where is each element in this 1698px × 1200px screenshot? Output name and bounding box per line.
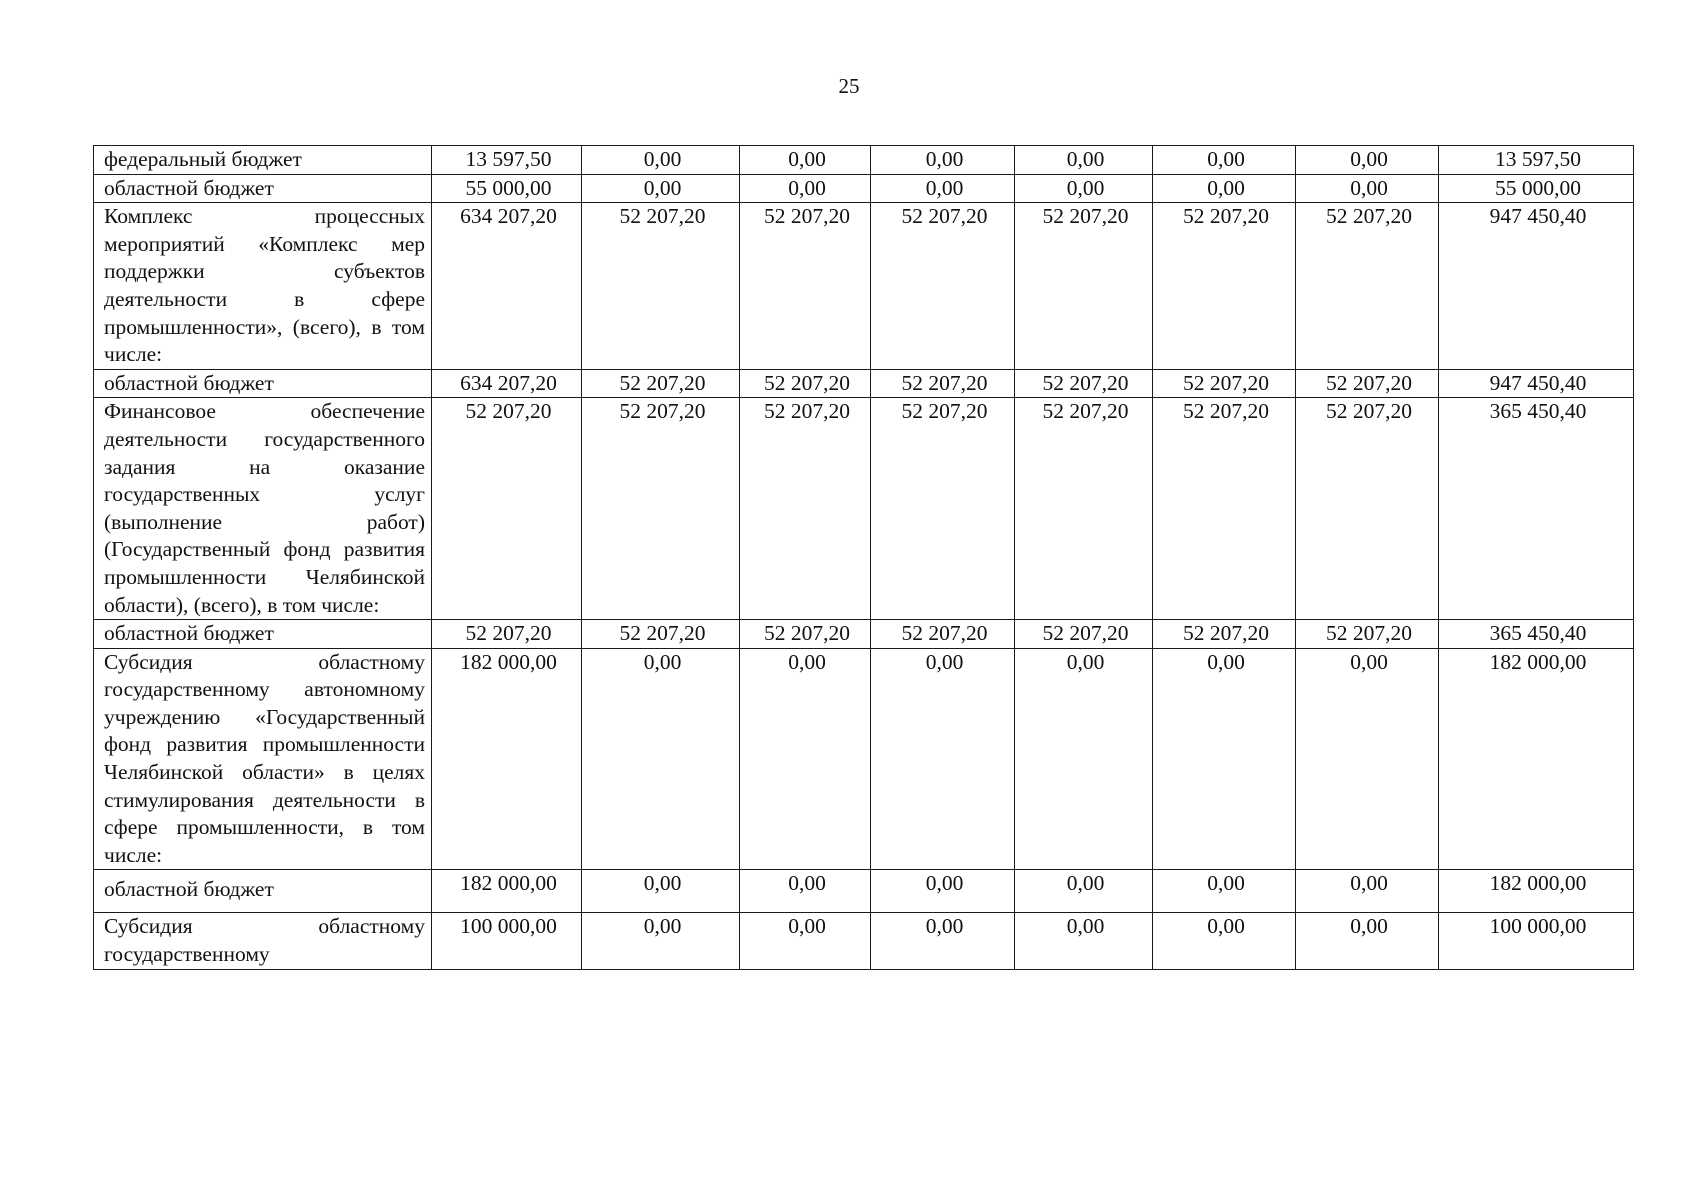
cell-value: 0,00 (1015, 648, 1153, 870)
cell-total: 55 000,00 (1439, 174, 1634, 203)
table-body (94, 146, 1634, 970)
cell-value: 52 207,20 (871, 398, 1015, 620)
cell-value: 0,00 (582, 913, 740, 969)
cell-total: 365 450,40 (1439, 398, 1634, 620)
cell-value: 52 207,20 (432, 398, 582, 620)
cell-value: 0,00 (1296, 174, 1439, 203)
cell-value: 52 207,20 (871, 203, 1015, 370)
cell-value: 13 597,50 (432, 146, 582, 175)
table-row (94, 648, 1634, 870)
cell-value: 52 207,20 (1296, 620, 1439, 649)
cell-value: 52 207,20 (582, 398, 740, 620)
cell-total: 947 450,40 (1439, 203, 1634, 370)
cell-value: 0,00 (1296, 648, 1439, 870)
cell-total: 182 000,00 (1439, 870, 1634, 913)
table-row (94, 870, 1634, 913)
cell-value: 634 207,20 (432, 369, 582, 398)
cell-value: 0,00 (1296, 870, 1439, 913)
cell-value: 100 000,00 (432, 913, 582, 969)
cell-value: 0,00 (1015, 146, 1153, 175)
cell-total: 947 450,40 (1439, 369, 1634, 398)
cell-value: 0,00 (871, 174, 1015, 203)
row-name: Финансовое обеспечение деятельности государственного задания на оказание государственных услуг (выполнение работ) (Государственный фонд развития промышленности Челябинской области), (всего), в том числе: (94, 398, 432, 620)
cell-value: 0,00 (740, 913, 871, 969)
cell-value: 0,00 (582, 146, 740, 175)
row-name: федеральный бюджет (94, 146, 432, 175)
cell-value: 0,00 (871, 648, 1015, 870)
cell-value: 0,00 (1015, 913, 1153, 969)
cell-value: 182 000,00 (432, 648, 582, 870)
cell-value: 0,00 (1153, 648, 1296, 870)
cell-total: 13 597,50 (1439, 146, 1634, 175)
row-name: областной бюджет (94, 174, 432, 203)
table-row (94, 369, 1634, 398)
cell-value: 0,00 (1296, 146, 1439, 175)
cell-value: 55 000,00 (432, 174, 582, 203)
cell-value: 0,00 (582, 648, 740, 870)
cell-value: 52 207,20 (1296, 398, 1439, 620)
row-name: областной бюджет (94, 369, 432, 398)
cell-total: 182 000,00 (1439, 648, 1634, 870)
cell-value: 52 207,20 (1153, 398, 1296, 620)
cell-value: 52 207,20 (871, 369, 1015, 398)
table-row (94, 146, 1634, 175)
cell-value: 0,00 (740, 648, 871, 870)
cell-value: 0,00 (1153, 174, 1296, 203)
cell-value: 0,00 (1015, 870, 1153, 913)
cell-value: 52 207,20 (1015, 203, 1153, 370)
cell-value: 52 207,20 (1015, 398, 1153, 620)
cell-value: 0,00 (740, 146, 871, 175)
table-row (94, 398, 1634, 620)
cell-value: 52 207,20 (740, 620, 871, 649)
cell-value: 52 207,20 (1153, 369, 1296, 398)
cell-value: 52 207,20 (1296, 203, 1439, 370)
cell-total: 365 450,40 (1439, 620, 1634, 649)
cell-value: 0,00 (1015, 174, 1153, 203)
cell-total: 100 000,00 (1439, 913, 1634, 969)
cell-value: 52 207,20 (1153, 620, 1296, 649)
cell-value: 52 207,20 (871, 620, 1015, 649)
row-name: областной бюджет (94, 620, 432, 649)
cell-value: 634 207,20 (432, 203, 582, 370)
cell-value: 52 207,20 (740, 203, 871, 370)
cell-value: 0,00 (871, 870, 1015, 913)
row-name: Комплекс процессных мероприятий «Комплекс мер поддержки субъектов деятельности в сфере промышленности», (всего), в том числе: (94, 203, 432, 370)
cell-value: 52 207,20 (740, 398, 871, 620)
cell-value: 52 207,20 (582, 203, 740, 370)
cell-value: 0,00 (582, 174, 740, 203)
table-row (94, 174, 1634, 203)
budget-table (93, 145, 1634, 970)
row-name: Субсидия областному государственному автономному учреждению «Государственный фонд развития промышленности Челябинской области» в целях стимулирования деятельности в сфере промышленности, в том числе: (94, 648, 432, 870)
cell-value: 0,00 (582, 870, 740, 913)
cell-value: 0,00 (1296, 913, 1439, 969)
cell-value: 52 207,20 (432, 620, 582, 649)
cell-value: 52 207,20 (582, 369, 740, 398)
cell-value: 52 207,20 (1015, 620, 1153, 649)
cell-value: 52 207,20 (1296, 369, 1439, 398)
cell-value: 52 207,20 (740, 369, 871, 398)
cell-value: 0,00 (1153, 870, 1296, 913)
row-name: областной бюджет (94, 870, 432, 913)
cell-value: 52 207,20 (1153, 203, 1296, 370)
cell-value: 182 000,00 (432, 870, 582, 913)
table-row (94, 203, 1634, 370)
cell-value: 52 207,20 (1015, 369, 1153, 398)
cell-value: 0,00 (740, 174, 871, 203)
table-row (94, 913, 1634, 969)
cell-value: 0,00 (740, 870, 871, 913)
cell-value: 52 207,20 (582, 620, 740, 649)
cell-value: 0,00 (871, 146, 1015, 175)
cell-value: 0,00 (871, 913, 1015, 969)
cell-value: 0,00 (1153, 913, 1296, 969)
cell-value: 0,00 (1153, 146, 1296, 175)
row-name: Субсидия областному государственному (94, 913, 432, 969)
page-number: 25 (838, 74, 860, 98)
table-row (94, 620, 1634, 649)
